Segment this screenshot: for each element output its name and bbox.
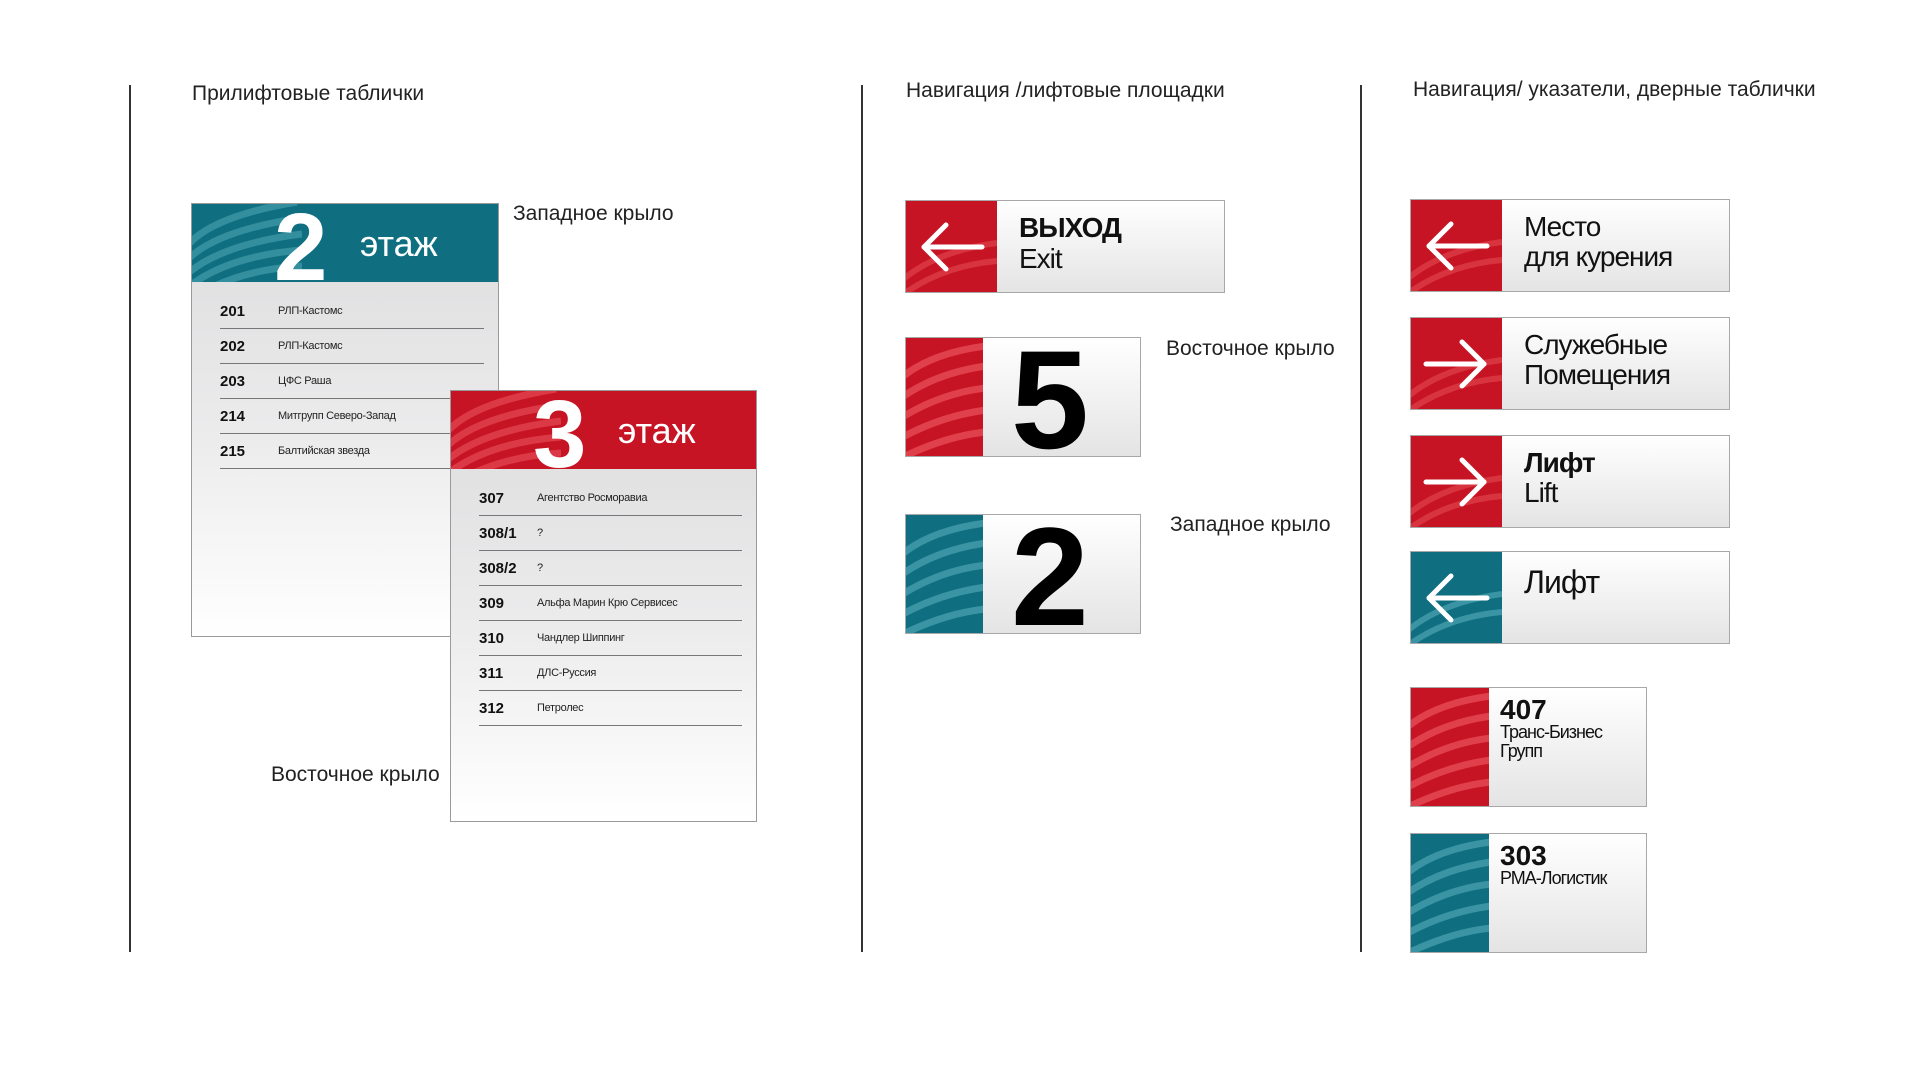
floor-number: 5 <box>1011 337 1089 457</box>
floor3-panel <box>450 390 757 822</box>
room-number: 201 <box>220 302 246 320</box>
room-number: 308/2 <box>479 559 517 577</box>
tenant-name: ЦФС Раша <box>278 375 332 387</box>
tenant-name: Митгрупп Северо-Запад <box>278 410 396 422</box>
floor-number-sign <box>905 337 1141 457</box>
nav-sign-lift <box>1410 435 1730 528</box>
floor2-list <box>220 294 484 469</box>
floor3-number: 3 <box>533 391 587 469</box>
tenant-name: Петролес <box>537 702 584 714</box>
arrow-left-icon <box>1411 552 1502 643</box>
nav-sign-block <box>1411 318 1502 409</box>
right-column-title: Навигация/ указатели, дверные таблички <box>1413 78 1816 101</box>
tenant-name: Балтийская звезда <box>278 445 370 457</box>
nav-sign-block <box>1411 552 1502 643</box>
floor-number-sign <box>905 514 1141 634</box>
floor3-list <box>479 481 742 726</box>
divider-left <box>129 85 131 952</box>
nav-sign-line1: Служебные <box>1524 329 1668 360</box>
wave-block <box>1411 834 1489 952</box>
tenant-name: Альфа Марин Крю Сервисес <box>537 597 678 609</box>
nav-sign-smoking <box>1410 199 1730 292</box>
tenant-name: ? <box>537 562 543 574</box>
list-item <box>220 434 484 469</box>
nav-sign-lift-teal <box>1410 551 1730 644</box>
room-number: 310 <box>479 629 505 647</box>
door-sign-407 <box>1410 687 1647 807</box>
wave-pattern <box>1411 688 1489 806</box>
exit-sign-subtitle: Exit <box>1019 243 1062 274</box>
room-number: 203 <box>220 372 246 390</box>
list-item <box>220 399 484 434</box>
room-number: 308/1 <box>479 524 517 542</box>
list-item <box>220 329 484 364</box>
arrow-left-icon <box>1411 200 1502 291</box>
door-sign-303 <box>1410 833 1647 953</box>
room-number: 312 <box>479 699 505 717</box>
arrow-left-icon <box>906 201 997 292</box>
caption-east-wing: Восточное крыло <box>1166 337 1335 360</box>
caption-west-wing: Западное крыло <box>1170 513 1331 536</box>
list-item <box>479 621 742 656</box>
list-item <box>479 656 742 691</box>
door-sign-line1: Транс-Бизнес <box>1500 722 1603 742</box>
exit-sign-title: ВЫХОД <box>1019 212 1121 243</box>
exit-sign-block <box>906 201 997 292</box>
tenant-name: РЛП-Кастомс <box>278 305 343 317</box>
tenant-name: ? <box>537 527 543 539</box>
left-column-title: Прилифтовые таблички <box>192 82 425 105</box>
list-item <box>479 481 742 516</box>
list-item <box>479 691 742 726</box>
list-item <box>220 364 484 399</box>
wave-block <box>1411 688 1489 806</box>
wave-pattern <box>906 515 983 633</box>
nav-sign-line1: Лифт <box>1524 447 1595 478</box>
nav-sign-block <box>1411 200 1502 291</box>
floor2-word: этаж <box>360 223 438 264</box>
nav-sign-block <box>1411 436 1502 527</box>
wave-pattern <box>906 338 983 456</box>
middle-column-title: Навигация /лифтовые площадки <box>906 79 1225 102</box>
floor3-word: этаж <box>618 410 696 451</box>
nav-sign-line2: для курения <box>1524 241 1673 272</box>
floor3-header <box>451 391 756 469</box>
list-item <box>479 586 742 621</box>
floor2-number: 2 <box>274 204 328 282</box>
nav-sign-line1: Место <box>1524 211 1601 242</box>
door-sign-line2: Групп <box>1500 741 1543 761</box>
arrow-right-icon <box>1411 436 1502 527</box>
floor-number: 2 <box>1011 514 1089 634</box>
list-item <box>220 294 484 329</box>
room-number: 202 <box>220 337 246 355</box>
arrow-right-icon <box>1411 318 1502 409</box>
caption-east-wing: Восточное крыло <box>271 763 440 786</box>
room-number: 215 <box>220 442 246 460</box>
nav-sign-service <box>1410 317 1730 410</box>
tenant-name: РЛП-Кастомс <box>278 340 343 352</box>
room-number: 214 <box>220 407 246 425</box>
list-item <box>479 516 742 551</box>
wave-block <box>906 515 983 633</box>
tenant-name: Агентство Росморавиа <box>537 492 648 504</box>
caption-west-wing: Западное крыло <box>513 202 674 225</box>
nav-sign-line1: Лифт <box>1524 564 1600 600</box>
room-number: 311 <box>479 664 504 682</box>
divider-middle <box>861 85 863 952</box>
exit-sign <box>905 200 1225 293</box>
door-sign-number: 407 <box>1500 694 1547 725</box>
nav-sign-line2: Помещения <box>1524 359 1671 390</box>
room-number: 309 <box>479 594 505 612</box>
room-number: 307 <box>479 489 505 507</box>
door-sign-line1: РМА-Логистик <box>1500 868 1607 888</box>
wave-block <box>906 338 983 456</box>
list-item <box>479 551 742 586</box>
wave-pattern <box>1411 834 1489 952</box>
tenant-name: Чандлер Шиппинг <box>537 632 625 644</box>
floor2-header <box>192 204 498 282</box>
divider-right <box>1360 85 1362 952</box>
door-sign-number: 303 <box>1500 840 1547 871</box>
tenant-name: ДЛС-Руссия <box>537 667 597 679</box>
nav-sign-line2: Lift <box>1524 477 1558 508</box>
